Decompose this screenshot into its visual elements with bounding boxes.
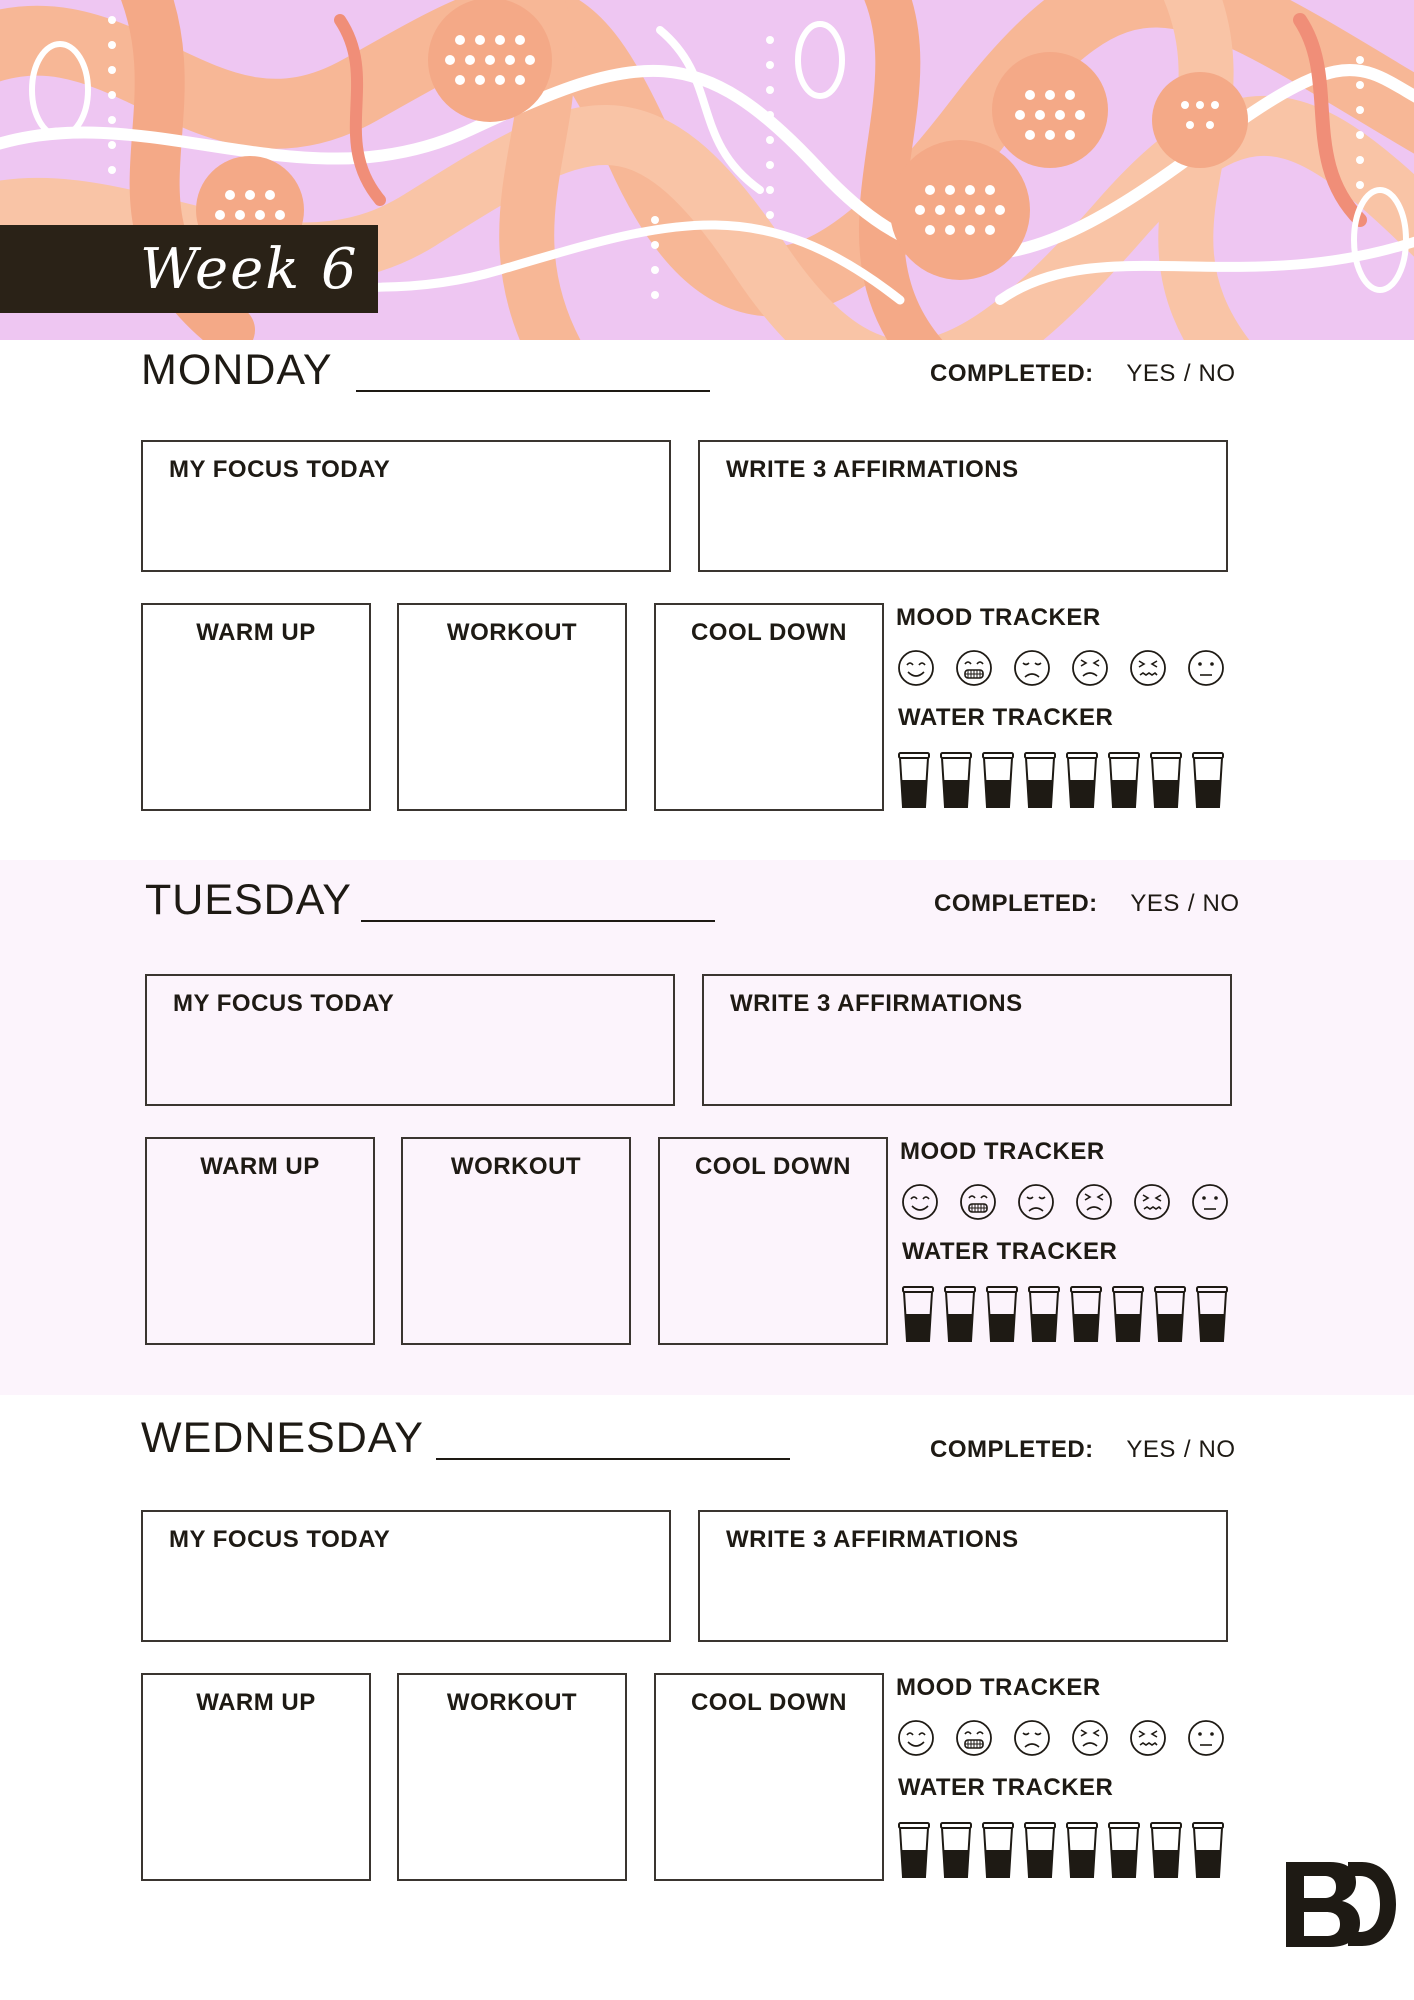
affirmations-box[interactable]: [702, 974, 1232, 1106]
completed-status: [934, 890, 1240, 918]
water-tracker-label: WATER TRACKER: [902, 1238, 1118, 1265]
water-glass-icon[interactable]: [1190, 750, 1226, 810]
smiling-face-icon[interactable]: [896, 1718, 936, 1758]
water-glass-icon[interactable]: [1064, 1820, 1100, 1880]
focus-label: MY FOCUS TODAY: [169, 1526, 391, 1553]
yes-no-separator: /: [1183, 1436, 1191, 1463]
mood-tracker: [896, 648, 1226, 688]
date-line[interactable]: [361, 920, 715, 922]
focus-box[interactable]: [141, 440, 671, 572]
water-glass-icon[interactable]: [1026, 1284, 1062, 1344]
affirmations-box[interactable]: [698, 1510, 1228, 1642]
water-glass-icon[interactable]: [1022, 750, 1058, 810]
affirmations-label: WRITE 3 AFFIRMATIONS: [726, 1526, 1019, 1553]
completed-status: [930, 360, 1236, 388]
frustrated-face-icon[interactable]: [1070, 648, 1110, 688]
workout-box[interactable]: [397, 1673, 627, 1881]
yes-option[interactable]: YES: [1126, 1436, 1176, 1463]
no-option[interactable]: NO: [1202, 890, 1240, 917]
water-glass-icon[interactable]: [1148, 1820, 1184, 1880]
water-tracker: [900, 1284, 1230, 1344]
water-tracker-label: WATER TRACKER: [898, 1774, 1114, 1801]
grinning-face-icon[interactable]: [954, 1718, 994, 1758]
water-tracker: [896, 750, 1226, 810]
smiling-face-icon[interactable]: [900, 1182, 940, 1222]
mood-tracker-label: MOOD TRACKER: [900, 1138, 1105, 1165]
water-glass-icon[interactable]: [1110, 1284, 1146, 1344]
water-glass-icon[interactable]: [1190, 1820, 1226, 1880]
cool-down-box[interactable]: [654, 1673, 884, 1881]
workout-label: WORKOUT: [450, 1153, 582, 1180]
focus-box[interactable]: [141, 1510, 671, 1642]
focus-label: MY FOCUS TODAY: [173, 990, 395, 1017]
completed-status: [930, 1436, 1236, 1464]
workout-label: WORKOUT: [446, 1689, 578, 1716]
brand-logo-icon: [1278, 1856, 1400, 1952]
water-glass-icon[interactable]: [896, 1820, 932, 1880]
water-tracker-label: WATER TRACKER: [898, 704, 1114, 731]
neutral-face-icon[interactable]: [1186, 648, 1226, 688]
water-glass-icon[interactable]: [896, 750, 932, 810]
sad-face-icon[interactable]: [1012, 1718, 1052, 1758]
workout-box[interactable]: [397, 603, 627, 811]
warm-up-box[interactable]: [141, 1673, 371, 1881]
water-glass-icon[interactable]: [938, 1820, 974, 1880]
water-glass-icon[interactable]: [984, 1284, 1020, 1344]
sad-face-icon[interactable]: [1012, 648, 1052, 688]
no-option[interactable]: NO: [1198, 1436, 1236, 1463]
water-glass-icon[interactable]: [1194, 1284, 1230, 1344]
completed-label: COMPLETED:: [934, 890, 1098, 917]
affirmations-box[interactable]: [698, 440, 1228, 572]
yes-option[interactable]: YES: [1126, 360, 1176, 387]
date-line[interactable]: [436, 1458, 790, 1460]
frustrated-face-icon[interactable]: [1070, 1718, 1110, 1758]
water-glass-icon[interactable]: [1106, 750, 1142, 810]
water-glass-icon[interactable]: [1068, 1284, 1104, 1344]
affirmations-label: WRITE 3 AFFIRMATIONS: [730, 990, 1023, 1017]
day-section-tuesday: [0, 860, 1414, 1395]
water-glass-icon[interactable]: [942, 1284, 978, 1344]
week-label-tag: [0, 225, 378, 313]
completed-label: COMPLETED:: [930, 1436, 1094, 1463]
cool-down-label: COOL DOWN: [690, 619, 848, 646]
focus-box[interactable]: [145, 974, 675, 1106]
yes-option[interactable]: YES: [1130, 890, 1180, 917]
neutral-face-icon[interactable]: [1190, 1182, 1230, 1222]
sad-face-icon[interactable]: [1016, 1182, 1056, 1222]
cool-down-label: COOL DOWN: [694, 1153, 852, 1180]
day-name: MONDAY: [141, 346, 333, 394]
day-name: WEDNESDAY: [141, 1414, 424, 1462]
workout-label: WORKOUT: [446, 619, 578, 646]
water-glass-icon[interactable]: [1106, 1820, 1142, 1880]
yes-no-separator: /: [1183, 360, 1191, 387]
date-line[interactable]: [356, 390, 710, 392]
exhausted-face-icon[interactable]: [1128, 1718, 1168, 1758]
focus-label: MY FOCUS TODAY: [169, 456, 391, 483]
water-glass-icon[interactable]: [1148, 750, 1184, 810]
mood-tracker: [900, 1182, 1230, 1222]
mood-tracker-label: MOOD TRACKER: [896, 1674, 1101, 1701]
water-glass-icon[interactable]: [938, 750, 974, 810]
day-name: TUESDAY: [145, 876, 352, 924]
cool-down-label: COOL DOWN: [690, 1689, 848, 1716]
water-glass-icon[interactable]: [1064, 750, 1100, 810]
day-section-wednesday: [0, 1408, 1414, 1943]
cool-down-box[interactable]: [658, 1137, 888, 1345]
water-glass-icon[interactable]: [1022, 1820, 1058, 1880]
yes-no-separator: /: [1187, 890, 1195, 917]
cool-down-box[interactable]: [654, 603, 884, 811]
grinning-face-icon[interactable]: [958, 1182, 998, 1222]
grinning-face-icon[interactable]: [954, 648, 994, 688]
warm-up-box[interactable]: [141, 603, 371, 811]
warm-up-label: WARM UP: [196, 1689, 316, 1716]
water-glass-icon[interactable]: [1152, 1284, 1188, 1344]
frustrated-face-icon[interactable]: [1074, 1182, 1114, 1222]
water-glass-icon[interactable]: [900, 1284, 936, 1344]
header-banner: [0, 0, 1414, 340]
day-section-monday: [0, 338, 1414, 873]
smiling-face-icon[interactable]: [896, 648, 936, 688]
workout-box[interactable]: [401, 1137, 631, 1345]
warm-up-box[interactable]: [145, 1137, 375, 1345]
warm-up-label: WARM UP: [196, 619, 316, 646]
mood-tracker: [896, 1718, 1226, 1758]
water-glass-icon[interactable]: [980, 750, 1016, 810]
mood-tracker-label: MOOD TRACKER: [896, 604, 1101, 631]
exhausted-face-icon[interactable]: [1128, 648, 1168, 688]
exhausted-face-icon[interactable]: [1132, 1182, 1172, 1222]
completed-label: COMPLETED:: [930, 360, 1094, 387]
warm-up-label: WARM UP: [200, 1153, 320, 1180]
water-glass-icon[interactable]: [980, 1820, 1016, 1880]
water-tracker: [896, 1820, 1226, 1880]
week-label: Week 6: [140, 236, 359, 302]
neutral-face-icon[interactable]: [1186, 1718, 1226, 1758]
no-option[interactable]: NO: [1198, 360, 1236, 387]
affirmations-label: WRITE 3 AFFIRMATIONS: [726, 456, 1019, 483]
